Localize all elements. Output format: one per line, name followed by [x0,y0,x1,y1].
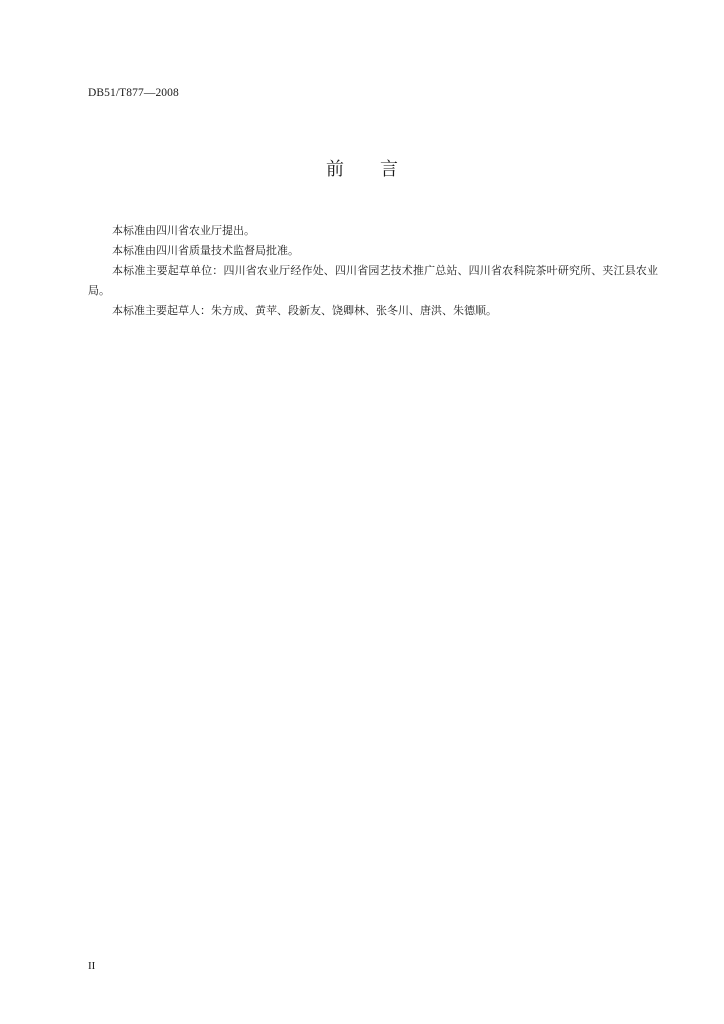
foreword-body [88,221,658,321]
paragraph-drafting-units: 本标准主要起草单位：四川省农业厅经作处、四川省园艺技术推广总站、四川省农科院茶叶研究所、夹江县农业局。 [88,264,658,297]
page-number: II [88,960,96,972]
paragraph-proposer: 本标准由四川省农业厅提出。 [112,224,255,237]
standard-code: DB51/T877—2008 [88,87,179,99]
section-title-foreword [0,155,724,181]
paragraph-approver: 本标准由四川省质量技术监督局批准。 [112,244,299,257]
paragraph-drafters: 本标准主要起草人：朱方成、黄苹、段新友、饶卿林、张冬川、唐洪、朱德顺。 [112,304,497,317]
title-char-1: 前 [326,159,344,180]
title-char-2: 言 [380,159,398,180]
